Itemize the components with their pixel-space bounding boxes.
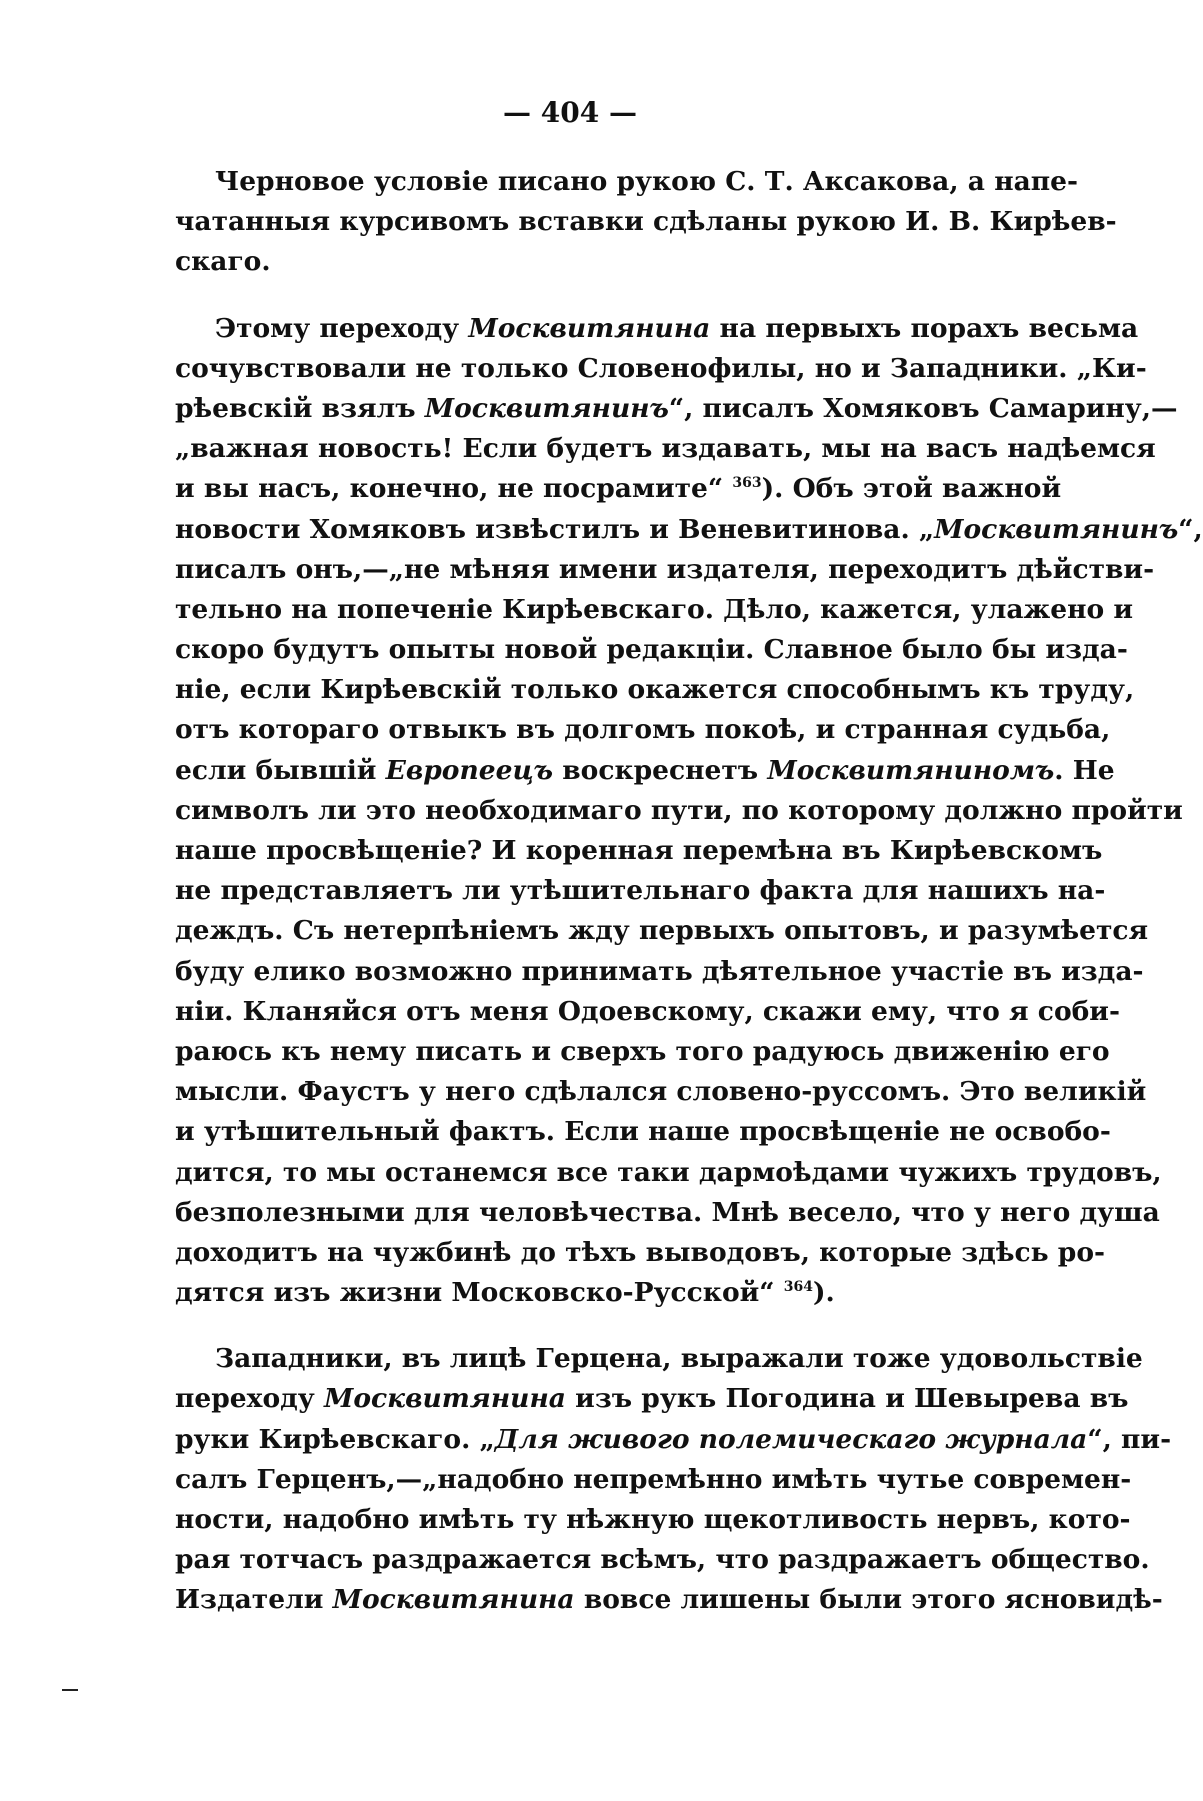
text-segment: переходу — [175, 1383, 324, 1415]
text-line: и утѣшительный фактъ. Если наше просвѣщеніе не освобо- — [175, 1116, 1111, 1148]
footnote-ref: 364 — [783, 1279, 813, 1296]
margin-mark — [62, 1689, 78, 1691]
page-number: — 404 — — [503, 96, 637, 129]
text-line: наше просвѣщеніе? И коренная перемѣна въ Кирѣевскомъ — [175, 835, 1103, 866]
text-segment: Издатели — [175, 1584, 333, 1616]
text-line: сочувствовали не только Словенофилы, но и Западники. „Ки- — [175, 352, 1147, 384]
text-line: „важная новость! Если будетъ издавать, мы на васъ надѣемся — [175, 433, 1156, 465]
text-line: скоро будутъ опыты новой редакціи. Славное было бы изда- — [175, 634, 1128, 666]
text-line: чатанныя курсивомъ вставки сдѣланы рукою И. В. Кирѣев- — [175, 206, 1117, 238]
italic-title: Москвитянинъ — [934, 513, 1179, 545]
text-line — [175, 469, 1062, 509]
text-line — [175, 1420, 1172, 1460]
text-line: дится, то мы останемся все таки дармоѣдами чужихъ трудовъ, — [175, 1156, 1162, 1188]
text-line: символъ ли это необходимаго пути, по которому должно пройти — [175, 794, 1183, 826]
text-line: скаго. — [175, 246, 271, 278]
text-line: доходитъ на чужбинѣ до тѣхъ выводовъ, которые здѣсь ро- — [175, 1236, 1106, 1268]
text-line — [175, 751, 1115, 791]
text-line: буду елико возможно принимать дѣятельное участіе въ изда- — [175, 955, 1144, 987]
text-segment: изъ рукъ Погодина и Шевырева въ — [565, 1383, 1129, 1415]
text-segment: “, — [1178, 513, 1203, 545]
text-segment: на первыхъ порахъ весьма — [710, 312, 1139, 344]
text-segment: вовсе лишены были этого ясновидѣ- — [574, 1584, 1163, 1616]
paragraph-3 — [175, 1339, 1172, 1620]
text-line: не представляетъ ли утѣшительнаго факта для нашихъ на- — [175, 875, 1106, 907]
text-line: салъ Герценъ,—„надобно непремѣнно имѣть чутье современ- — [175, 1463, 1132, 1495]
text-segment: . Не — [1054, 754, 1115, 786]
text-line: безполезными для человѣчества. Мнѣ весело, что у него душа — [175, 1196, 1160, 1228]
text-segment: “, писалъ Хомяковъ Самарину,— — [668, 392, 1178, 424]
text-line — [175, 1379, 1129, 1419]
text-segment: новости Хомяковъ извѣстилъ и Веневитинова. „ — [175, 513, 935, 545]
italic-quote: Для живого полемическаго журнала — [494, 1423, 1088, 1455]
text-line: отъ котораго отвыкъ въ долгомъ покоѣ, и странная судьба, — [175, 714, 1111, 746]
page-text — [175, 162, 1203, 1621]
italic-title: Москвитянина — [332, 1584, 575, 1616]
text-line: тельно на попеченіе Кирѣевскаго. Дѣло, кажется, улажено и — [175, 593, 1134, 625]
text-segment: “, пи- — [1087, 1423, 1172, 1455]
text-line — [175, 389, 1178, 429]
italic-title: Москвитянина — [468, 312, 711, 344]
italic-title: Москвитянина — [323, 1383, 566, 1415]
text-line: ніе, если Кирѣевскій только окажется способнымъ къ труду, — [175, 674, 1135, 706]
text-segment: и вы насъ, конечно, не посрамите“ — [175, 473, 733, 505]
text-line: ности, надобно имѣть ту нѣжную щекотливость нервъ, кото- — [175, 1504, 1131, 1535]
text-segment: ). Объ этой важной — [761, 473, 1062, 505]
text-segment: ). — [812, 1277, 835, 1309]
text-line: рая тотчасъ раздражается всѣмъ, что раздражаетъ общество. — [175, 1544, 1150, 1576]
text-line — [175, 309, 1139, 349]
paragraph-1 — [175, 162, 1117, 283]
text-line: раюсь къ нему писать и сверхъ того радуюсь движенію его — [175, 1035, 1110, 1067]
text-segment: рѣевскій взялъ — [175, 392, 425, 424]
text-line: мысли. Фаустъ у него сдѣлался словено-руссомъ. Это великій — [175, 1076, 1147, 1108]
footnote-ref: 363 — [732, 475, 762, 492]
text-line: Западники, въ лицѣ Герцена, выражали тоже удовольствіе — [215, 1343, 1143, 1375]
text-segment: воскреснетъ — [553, 754, 768, 786]
italic-title: Москвитянинъ — [424, 392, 669, 424]
text-line: писалъ онъ,—„не мѣняя имени издателя, переходитъ дѣйстви- — [175, 553, 1155, 585]
italic-word: Москвитяниномъ — [767, 754, 1055, 786]
text-segment: если бывшій — [175, 754, 386, 786]
text-line — [175, 1580, 1163, 1620]
text-segment: дятся изъ жизни Московско-Русской“ — [175, 1277, 784, 1309]
text-line: ніи. Кланяйся отъ меня Одоевскому, скажи ему, что я соби- — [175, 995, 1120, 1027]
text-line — [175, 1273, 1015, 1313]
text-segment: Этому переходу — [215, 312, 469, 344]
paragraph-2 — [175, 309, 1203, 1314]
text-line — [175, 510, 1203, 550]
text-line: Черновое условіе писано рукою С. Т. Аксакова, а напе- — [215, 166, 1079, 197]
text-line: деждъ. Съ нетерпѣніемъ жду первыхъ опытовъ, и разумѣется — [175, 915, 1149, 947]
italic-word: Европеецъ — [385, 754, 554, 786]
text-segment: руки Кирѣевскаго. „ — [175, 1423, 495, 1455]
